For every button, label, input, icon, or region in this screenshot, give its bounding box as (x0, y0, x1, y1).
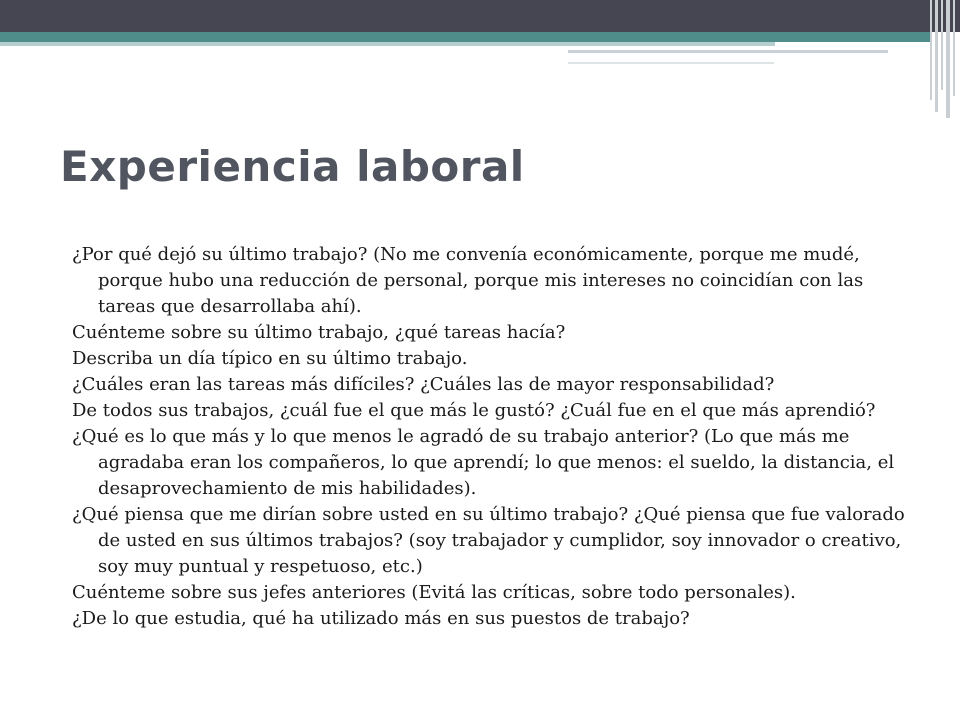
slide-bullet-list (72, 242, 912, 632)
header-vertical-stripes (928, 0, 960, 118)
bullet-item: ¿Qué es lo que más y lo que menos le agradó de su trabajo anterior? (Lo que más me agradaba eran los compañeros, lo que aprendí; lo que menos: el sueldo, la distancia, el desaprovechamiento de mis habilidades). (72, 426, 895, 499)
bullet-item: Cuénteme sobre sus jefes anteriores (Evitá las críticas, sobre todo personales). (72, 582, 796, 603)
bullet-item: ¿Cuáles eran las tareas más difíciles? ¿Cuáles las de mayor responsabilidad? (72, 374, 775, 395)
bullet-item: Cuénteme sobre su último trabajo, ¿qué tareas hacía? (72, 322, 566, 343)
header-dark-bar (0, 0, 960, 32)
header-accent-line-short (568, 62, 774, 64)
slide-title: Experiencia laboral (60, 142, 525, 191)
header-accent-line (568, 50, 888, 53)
bullet-item: ¿Qué piensa que me dirían sobre usted en su último trabajo? ¿Qué piensa que fue valorado de usted en sus últimos trabajos? (soy trabajador y cumplidor, soy innovador o creativo, soy muy puntual y respetuoso, etc.) (72, 504, 905, 577)
header-teal-bar (0, 32, 930, 42)
bullet-item: De todos sus trabajos, ¿cuál fue el que más le gustó? ¿Cuál fue en el que más aprendió? (72, 400, 876, 421)
header-teal-light-bar (0, 42, 775, 46)
bullet-item: Describa un día típico en su último trabajo. (72, 348, 468, 369)
bullet-item: ¿De lo que estudia, qué ha utilizado más en sus puestos de trabajo? (72, 608, 690, 629)
bullet-item: ¿Por qué dejó su último trabajo? (No me convenía económicamente, porque me mudé, porque hubo una reducción de personal, porque mis intereses no coincidían con las tareas que desarrollaba ahí). (72, 244, 864, 317)
